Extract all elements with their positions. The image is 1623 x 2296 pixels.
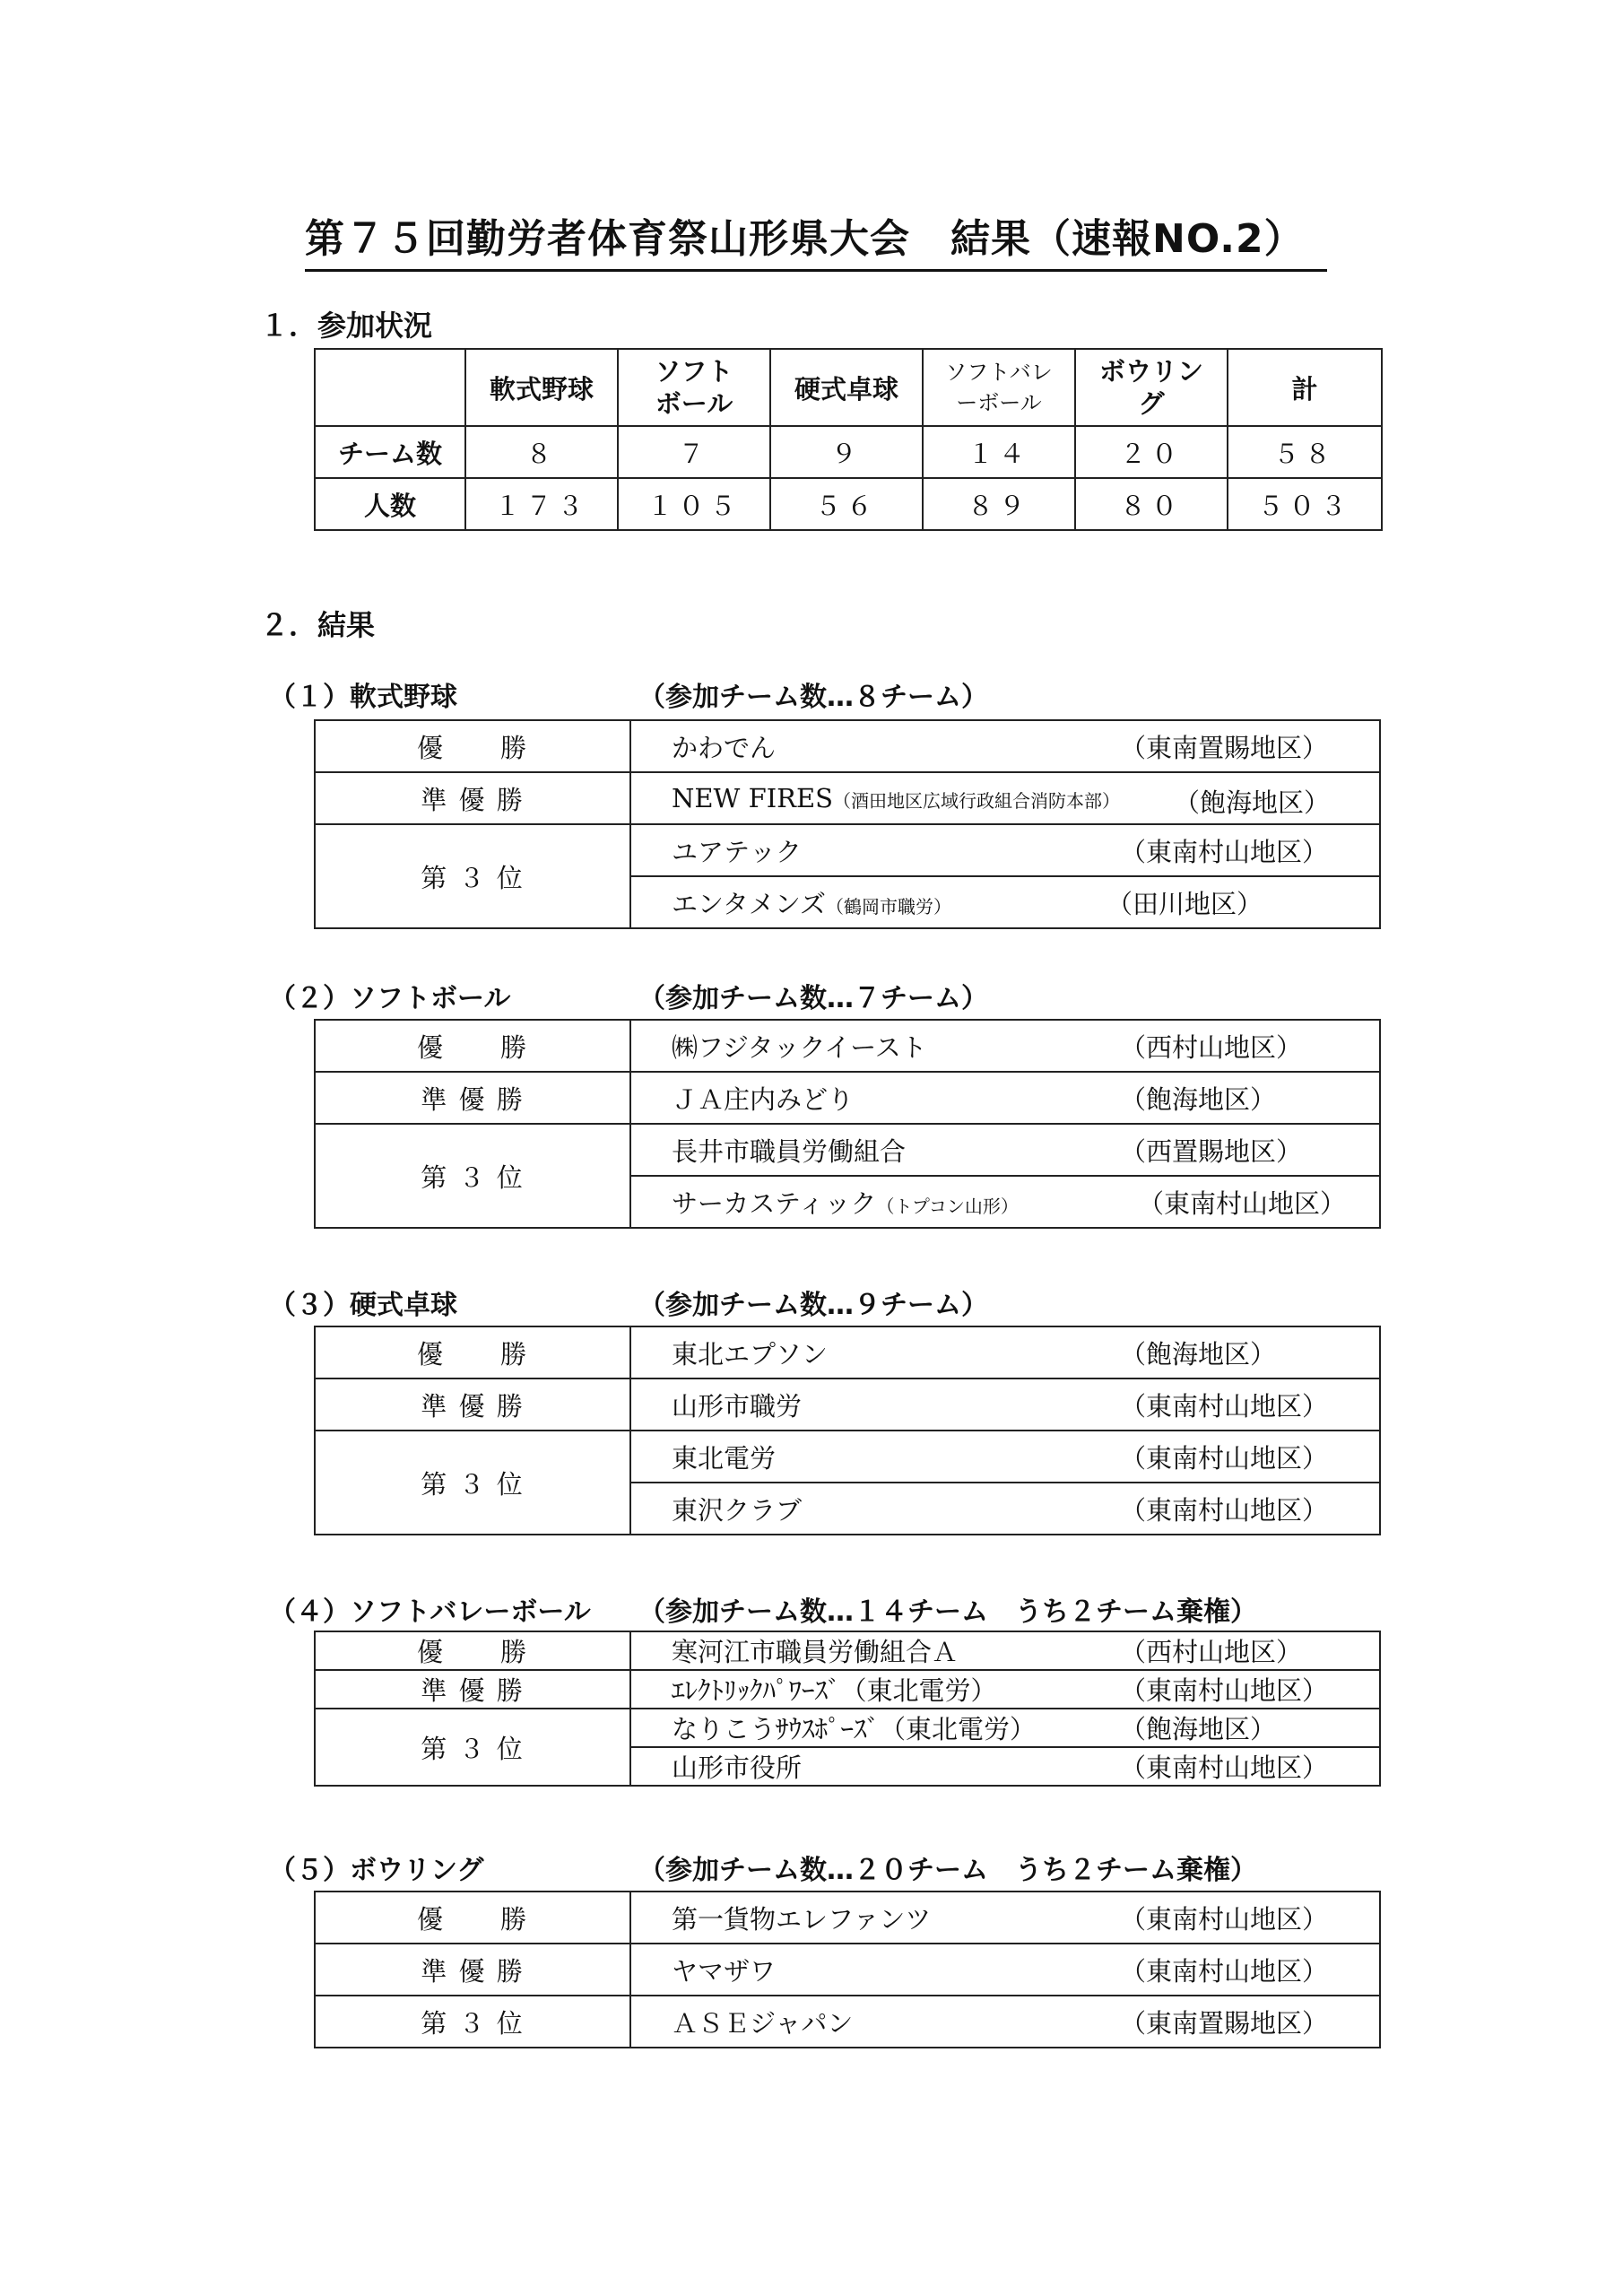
rank-label: 準 優 勝 <box>315 1072 630 1124</box>
cell-value: ８ <box>465 426 618 478</box>
rank-label: 準 優 勝 <box>315 1378 630 1431</box>
participation-heading: １．参加状況 <box>260 309 433 343</box>
category-count: （参加チーム数…９チーム） <box>638 1290 988 1321</box>
results-table-soft-volleyball <box>314 1631 1381 1787</box>
team-name: 山形市職労 <box>672 1390 803 1422</box>
rank-label: 準 優 勝 <box>315 1944 630 1996</box>
participation-header-row <box>315 349 1382 426</box>
team-cell <box>630 1944 1380 1996</box>
district: （東南置賜地区） <box>1120 2007 1329 2039</box>
team-cell <box>630 1176 1380 1228</box>
team-affiliation: （トプコン山形） <box>876 1195 1019 1217</box>
result-row-third <box>315 824 1380 876</box>
results-heading: ２．結果 <box>260 608 376 642</box>
team-affiliation: （鶴岡市職労） <box>825 895 951 918</box>
cell-value: ８０ <box>1075 478 1228 530</box>
team-name: エンタメンズ <box>672 888 826 919</box>
district: （飽海地区） <box>1174 787 1331 818</box>
team-cell <box>630 876 1380 928</box>
participation-row-teams <box>315 426 1382 478</box>
team-cell <box>630 720 1380 772</box>
result-row-first <box>315 720 1380 772</box>
team-cell <box>630 1631 1380 1670</box>
result-row-second <box>315 1670 1380 1709</box>
team-cell <box>630 1124 1380 1176</box>
rank-label: 優 勝 <box>315 1631 630 1670</box>
team-name: 第一貨物エレファンツ <box>672 1903 932 1935</box>
category-name: （４）ソフトバレーボール <box>269 1596 591 1628</box>
team-cell <box>630 1709 1380 1747</box>
results-table-table-tennis <box>314 1326 1381 1535</box>
cell-value: ５８ <box>1228 426 1382 478</box>
cell-value: ９ <box>770 426 923 478</box>
result-row-second <box>315 1072 1380 1124</box>
team-cell <box>630 772 1380 824</box>
team-name: ＡＳＥジャパン <box>672 2007 854 2039</box>
header-cell-table-tennis: 硬式卓球 <box>770 349 923 426</box>
team-cell <box>630 824 1380 876</box>
team-name: 寒河江市職員労働組合Ａ <box>672 1637 959 1667</box>
team-name: 東沢クラブ <box>672 1494 803 1526</box>
result-row-first <box>315 1326 1380 1378</box>
cell-value: ２０ <box>1075 426 1228 478</box>
rank-label: 優 勝 <box>315 720 630 772</box>
row-label: チーム数 <box>315 426 465 478</box>
district: （東南村山地区） <box>1120 1390 1329 1422</box>
cell-value: １７３ <box>465 478 618 530</box>
team-cell <box>630 1072 1380 1124</box>
result-row-third <box>315 1996 1380 2048</box>
district: （田川地区） <box>1107 888 1263 919</box>
category-name: （２）ソフトボール <box>269 983 511 1014</box>
team-name: 東北エプソン <box>672 1338 829 1370</box>
rank-label: 優 勝 <box>315 1020 630 1072</box>
team-cell <box>630 1483 1380 1535</box>
rank-label: 優 勝 <box>315 1892 630 1944</box>
team-cell <box>630 1326 1380 1378</box>
result-row-first <box>315 1631 1380 1670</box>
header-cell-soft-volleyball: ソフトバレ ーボール <box>923 349 1075 426</box>
result-row-second <box>315 772 1380 824</box>
team-cell <box>630 1378 1380 1431</box>
rank-label: 第 ３ 位 <box>315 824 630 928</box>
team-name: NEW FIRES <box>672 783 834 813</box>
district: （東南村山地区） <box>1120 1494 1329 1526</box>
cell-value: ５６ <box>770 478 923 530</box>
team-cell <box>630 1431 1380 1483</box>
participation-row-people <box>315 478 1382 530</box>
team-name: 長井市職員労働組合 <box>672 1135 907 1167</box>
rank-label: 準 優 勝 <box>315 772 630 824</box>
participation-table <box>314 348 1383 531</box>
team-name: ㈱フジタックイースト <box>672 1031 927 1063</box>
district: （東南置賜地区） <box>1120 732 1329 763</box>
district: （飽海地区） <box>1120 1714 1277 1744</box>
team-cell <box>630 1020 1380 1072</box>
page-title: 第７５回勤労者体育祭山形県大会 結果（速報NO.2） <box>305 206 1327 272</box>
row-label: 人数 <box>315 478 465 530</box>
cell-value: ７ <box>618 426 770 478</box>
district: （東南村山地区） <box>1120 1752 1329 1783</box>
district: （東南村山地区） <box>1120 1955 1329 1987</box>
district: （西村山地区） <box>1120 1031 1303 1063</box>
team-name: ユアテック <box>672 836 803 867</box>
team-cell <box>630 1996 1380 2048</box>
team-name: ヤマザワ <box>672 1955 777 1987</box>
team-cell <box>630 1670 1380 1709</box>
district: （飽海地区） <box>1120 1083 1277 1115</box>
district: （東南村山地区） <box>1120 836 1329 867</box>
category-count: （参加チーム数…１４チーム うち２チーム棄権） <box>638 1596 1257 1628</box>
result-row-third <box>315 1709 1380 1747</box>
rank-label: 準 優 勝 <box>315 1670 630 1709</box>
result-row-third <box>315 1124 1380 1176</box>
team-name: かわでん <box>672 732 777 763</box>
team-name: なりこうｻｳｽﾎﾟｰｽﾞ（東北電労） <box>672 1714 1037 1744</box>
district: （東南村山地区） <box>1120 1903 1329 1935</box>
cell-value: ８９ <box>923 478 1075 530</box>
cell-value: ５０３ <box>1228 478 1382 530</box>
result-row-third <box>315 1431 1380 1483</box>
rank-label: 優 勝 <box>315 1326 630 1378</box>
category-name: （３）硬式卓球 <box>269 1290 457 1321</box>
team-name: ｴﾚｸﾄﾘｯｸﾊﾟﾜｰｽﾞ（東北電労） <box>672 1675 997 1706</box>
team-name: 東北電労 <box>672 1442 777 1474</box>
team-affiliation: （酒田地区広域行政組合消防本部） <box>833 790 1121 812</box>
results-table-softball <box>314 1019 1381 1229</box>
district: （東南村山地区） <box>1120 1675 1329 1706</box>
header-cell-baseball: 軟式野球 <box>465 349 618 426</box>
team-name: ＪＡ庄内みどり <box>672 1083 855 1115</box>
cell-value: １４ <box>923 426 1075 478</box>
result-row-first <box>315 1892 1380 1944</box>
team-cell <box>630 1747 1380 1786</box>
result-row-first <box>315 1020 1380 1072</box>
category-count: （参加チーム数…８チーム） <box>638 682 988 713</box>
team-name: サーカスティック <box>672 1187 877 1219</box>
header-cell-empty <box>315 349 465 426</box>
district: （西村山地区） <box>1120 1637 1303 1667</box>
cell-value: １０５ <box>618 478 770 530</box>
district: （西置賜地区） <box>1120 1135 1303 1167</box>
district: （東南村山地区） <box>1120 1442 1329 1474</box>
category-count: （参加チーム数…２０チーム うち２チーム棄権） <box>638 1855 1257 1886</box>
header-cell-total: 計 <box>1228 349 1382 426</box>
rank-label: 第 ３ 位 <box>315 1124 630 1228</box>
rank-label: 第 ３ 位 <box>315 1431 630 1535</box>
result-row-second <box>315 1378 1380 1431</box>
rank-label: 第 ３ 位 <box>315 1996 630 2048</box>
rank-label: 第 ３ 位 <box>315 1709 630 1786</box>
team-name: 山形市役所 <box>672 1752 803 1783</box>
category-count: （参加チーム数…７チーム） <box>638 983 988 1014</box>
district: （東南村山地区） <box>1138 1187 1347 1219</box>
category-name: （１）軟式野球 <box>269 682 457 713</box>
results-table-bowling <box>314 1891 1381 2048</box>
team-cell <box>630 1892 1380 1944</box>
category-name: （５）ボウリング <box>269 1855 484 1886</box>
header-cell-bowling: ボウリン グ <box>1075 349 1228 426</box>
district: （飽海地区） <box>1120 1338 1277 1370</box>
result-row-second <box>315 1944 1380 1996</box>
results-table-baseball <box>314 719 1381 929</box>
header-cell-softball: ソフト ボール <box>618 349 770 426</box>
